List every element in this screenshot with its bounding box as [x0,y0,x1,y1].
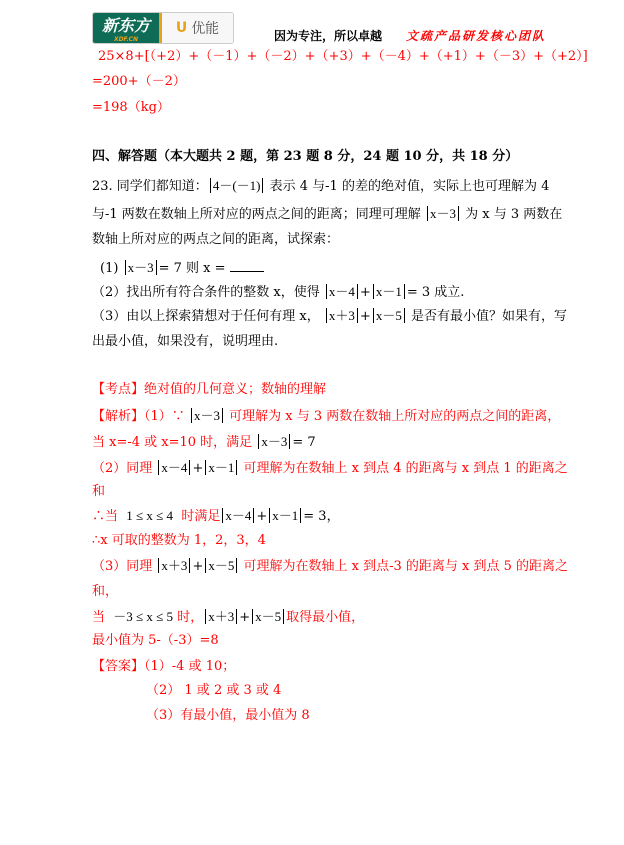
answer-line: （3）有最小值，最小值为 8 [146,708,310,723]
text-segment: 与-1 两数在数轴上所对应的两点之间的距离；同理可理解 [92,207,421,222]
text-segment: = 3， [303,509,340,524]
absolute-value-expression: x－3 [125,260,157,275]
text-segment: （2）找出所有符合条件的整数 x，使得 [92,285,320,300]
absolute-value-expression: x－3 [258,434,290,449]
text-segment: = 7 则 x = [158,261,226,276]
analysis-line [92,408,560,425]
text-segment: = 7 [292,435,316,450]
text-segment: + [256,509,268,524]
text-segment: 1 ≤ x ≤ 4 [126,508,174,523]
text-segment: 时满足 [181,509,221,524]
analysis-line [92,508,340,525]
absolute-value-expression: x－3 [191,408,223,423]
text-segment: 为 x 与 3 两数在 [465,207,563,222]
absolute-value-expression: x＋3 [158,558,190,573]
absolute-value-expression: x－4 [222,508,254,523]
question-part-2 [92,284,464,301]
text-segment: = 3 [406,285,431,300]
text-segment: －3 ≤ x ≤ 5 [113,609,174,624]
header-team: 文疏产品研发核心团队 [406,29,547,43]
question-line [92,178,549,195]
answer-line: （2） 1 或 2 或 3 或 4 [146,683,282,698]
answer-blank [230,271,264,272]
absolute-value-expression: x－5 [205,558,237,573]
absolute-value-expression: x－4 [158,460,190,475]
absolute-value-expression: x－1 [205,460,237,475]
absolute-value-expression: x－5 [252,609,284,624]
question-line [92,206,562,223]
text-segment: （3）由以上探索猜想对于任何有理 x， [92,309,320,324]
analysis-line: ∴x 可取的整数为 1，2，3，4 [92,533,266,548]
absolute-value-expression: x＋3 [205,609,237,624]
text-segment: （1）-4 或 10； [144,659,236,674]
text-segment: + [359,285,371,300]
absolute-value-expression: x－1 [373,284,405,299]
logo-sub: XDF.CN [113,36,139,43]
absolute-value-expression: x－4 [326,284,358,299]
analysis-line [92,460,568,477]
logo-brand: 新东方 [101,16,150,35]
text-segment: （2）同理 [92,461,153,476]
text-segment: + [359,309,371,324]
text-segment: 当 x=-4 或 x=10 时，满足 [92,435,253,450]
analysis-line [92,609,364,626]
text-segment: （3）同理 [92,559,153,574]
text-segment: 绝对值的几何意义；数轴的理解 [144,382,327,397]
text-segment: ∴当 [92,509,119,524]
text-segment: 23. 同学们都知道： [92,179,208,194]
header-motto: 因为专注，所以卓越 [274,29,383,43]
text-segment: + [192,559,204,574]
question-part-3 [92,308,567,325]
text-segment: 可理解为在数轴上 x 到点 4 的距离与 x 到点 1 的距离之 [243,461,568,476]
absolute-value-expression: x－1 [269,508,301,523]
text-segment: 【考点】 [92,382,145,397]
analysis-line: 最小值为 5-（-3）=8 [92,633,219,648]
text-segment: 成立. [434,285,465,300]
analysis-line: 和， [92,584,119,599]
text-segment: (1) [100,261,119,276]
analysis-line: 和 [92,484,106,499]
text-segment: 当 [92,610,106,625]
logo-partner: 优能 [191,21,220,37]
text-segment: 可理解为 x 与 3 两数在数轴上所对应的两点之间的距离， [229,409,561,424]
analysis-line [92,434,316,451]
answer-line [92,659,235,675]
text-segment: 可理解为在数轴上 x 到点-3 的距离与 x 到点 5 的距离之 [243,559,569,574]
analysis-line [92,558,568,575]
text-segment: 【答案】 [92,659,145,674]
text-segment: 是否有最小值？如果有，写 [410,309,567,324]
prev-solution-line: =198（kg） [92,100,170,115]
text-segment: 时， [177,610,204,625]
youneng-icon: U [175,20,188,36]
text-segment: 取得最小值， [286,610,365,625]
absolute-value-expression: x－3 [427,206,459,221]
text-segment: 表示 4 与-1 的差的绝对值，实际上也可理解为 4 [269,179,550,194]
text-segment: 【解析】 [92,409,145,424]
question-part-1 [100,260,264,277]
analysis-topic [92,382,326,398]
absolute-value-expression: 4－(－1) [210,178,264,193]
question-line: 数轴上所对应的两点之间的距离，试探索： [92,232,340,247]
text-segment: + [192,461,204,476]
prev-solution-line: =200+（－2） [92,74,186,89]
text-segment: （1）∵ [144,409,185,424]
question-line: 出最小值，如果没有，说明理由. [92,334,279,349]
absolute-value-expression: x＋3 [326,308,358,323]
text-segment: + [239,610,251,625]
absolute-value-expression: x－5 [373,308,405,323]
prev-solution-line: 25×8+[（+2）+（－1）+（－2）+（+3）+（－4）+（+1）+（－3）+（+2）] [98,49,588,64]
xdf-logo [92,12,234,44]
section-heading: 四、解答题（本大题共 2 题，第 23 题 8 分，24 题 10 分，共 18 分） [92,149,519,164]
